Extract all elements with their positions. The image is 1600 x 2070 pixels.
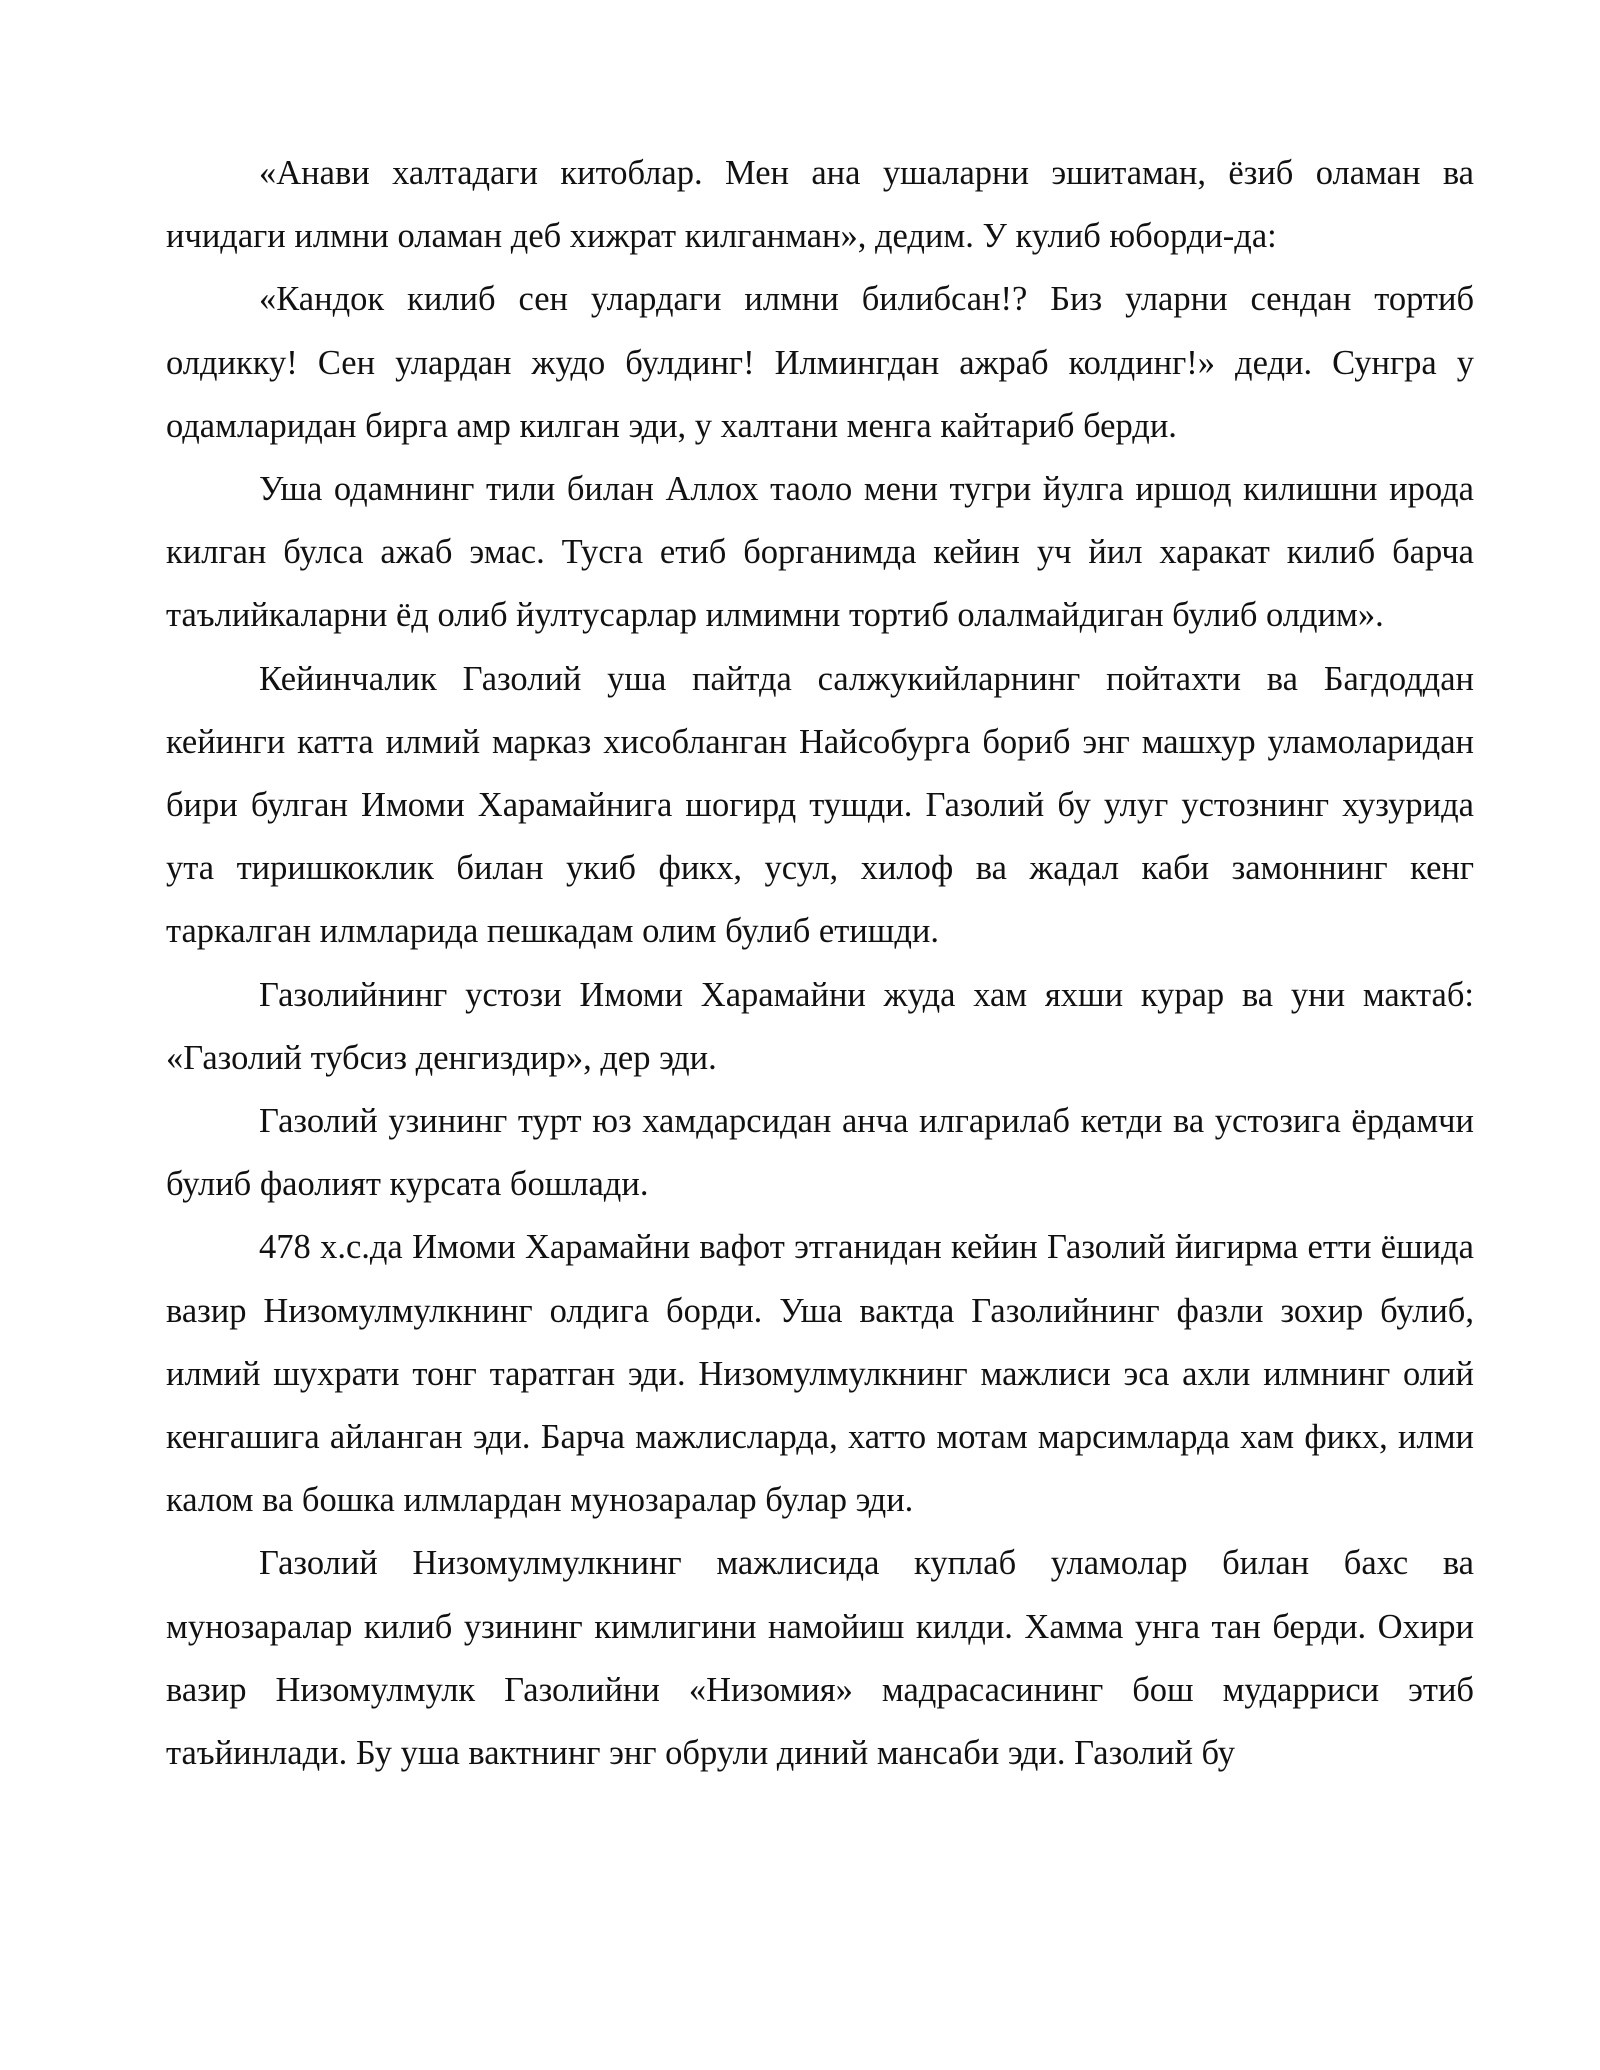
paragraph-5: Газолийнинг устози Имоми Харамайни жуда хам яхши курар ва уни мактаб: «Газолий тубсиз денгиздир», дер эди.	[166, 975, 1474, 1077]
paragraph-2: «Кандок килиб сен улардаги илмни билибсан!? Биз уларни сендан тортиб олдикку! Сен улардан жудо булдинг! Илмингдан ажраб колдинг!» деди. Сунгра у одамларидан бирга амр килган эди, у халтани менга кайтариб берди.	[166, 280, 1474, 445]
paragraph-6: Газолий узининг турт юз хамдарсидан анча илгарилаб кетди ва устозига ёрдамчи булиб фаолият курсата бошлади.	[166, 1102, 1474, 1204]
paragraph-7: 478 х.с.да Имоми Харамайни вафот этганидан кейин Газолий йигирма етти ёшида вазир Низомулмулкнинг олдига борди. Уша вактда Газолийнинг фазли зохир булиб, илмий шухрати тонг таратган эди. Низомулмулкнинг мажлиси эса ахли илмнинг олий кенгашига айланган эди. Барча мажлисларда, хатто мотам марсимларда хам фикх, илми калом ва бошка илмлардан мунозаралар булар эди.	[166, 1228, 1474, 1520]
paragraph-3: Уша одамнинг тили билан Аллох таоло мени тугри йулга иршод килишни ирода килган булса ажаб эмас. Тусга етиб борганимда кейин уч йил харакат килиб барча таълийкаларни ёд олиб йултусарлар илмимни тортиб олалмайдиган булиб олдим».	[166, 470, 1474, 635]
paragraph-1: «Анави халтадаги китоблар. Мен ана ушаларни эшитаман, ёзиб оламан ва ичидаги илмни оламан деб хижрат килганман», дедим. У кулиб юборди-да:	[166, 154, 1474, 256]
paragraph-8: Газолий Низомулмулкнинг мажлисида куплаб уламолар билан бахс ва мунозаралар килиб узининг кимлигини намойиш килди. Хамма унга тан берди. Охири вазир Низомулмулк Газолийни «Низомия» мадрасасининг бош мударриси этиб таъйинлади. Бу уша вактнинг энг обрули диний мансаби эди. Газолий бу	[166, 1544, 1474, 1773]
document-page	[166, 142, 1474, 1785]
paragraph-4: Кейинчалик Газолий уша пайтда салжукийларнинг пойтахти ва Багдоддан кейинги катта илмий марказ хисобланган Найсобурга бориб энг машхур уламоларидан бири булган Имоми Харамайнига шогирд тушди. Газолий бу улуг устознинг хузурида ута тиришкоклик билан укиб фикх, усул, хилоф ва жадал каби замоннинг кенг таркалган илмларида пешкадам олим булиб етишди.	[166, 659, 1474, 951]
